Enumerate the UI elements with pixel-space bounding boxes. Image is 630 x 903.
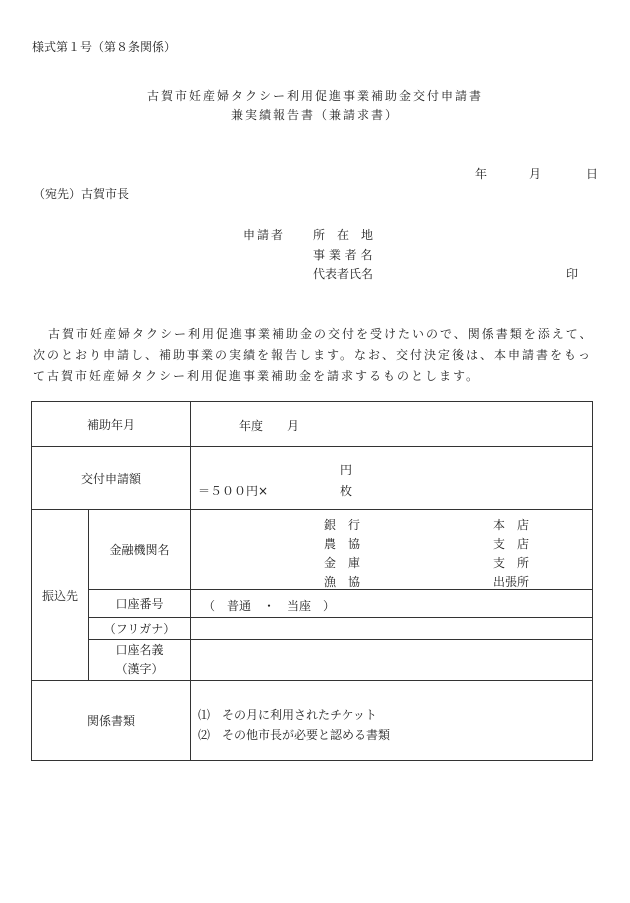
form-number: 様式第１号（第８条関係） (32, 40, 177, 54)
body-line-1: 古賀市妊産婦タクシー利用促進事業補助金の交付を受けたいので、関係書類を添えて、 (48, 327, 594, 341)
subsidy-month-row (32, 402, 593, 447)
furigana-label: （フリガナ） (89, 618, 191, 640)
amount-formula: ＝５００円× (198, 484, 269, 498)
transfer-destination-label: 振込先 (32, 510, 89, 681)
bank-type-fishery: 漁 協 (324, 575, 361, 589)
account-number-row (32, 590, 593, 618)
date-month-label: 月 (529, 167, 542, 181)
subsidy-month-label: 補助年月 (32, 402, 191, 447)
amount-sheets-unit: 枚 (340, 484, 353, 498)
representative-name-label: 代表者氏名 (313, 267, 374, 281)
documents-label: 関係書類 (32, 681, 191, 761)
bank-name-label: 金融機関名 (89, 510, 191, 590)
account-name-label-line1: 口座名義 (115, 643, 164, 657)
amount-field[interactable] (191, 447, 593, 510)
bank-name-field[interactable] (191, 510, 593, 590)
subsidy-month-field[interactable] (191, 402, 593, 447)
account-name-field[interactable] (191, 640, 593, 681)
furigana-row (32, 618, 593, 640)
seal-mark: 印 (566, 267, 579, 281)
account-name-label-line2: （漢字） (115, 662, 164, 676)
applicant-label: 申請者 (243, 228, 286, 242)
document-item-1: ⑴ その月に利用されたチケット (198, 708, 377, 722)
account-number-field[interactable] (191, 590, 593, 618)
amount-label: 交付申請額 (32, 447, 191, 510)
page-title: 古賀市妊産婦タクシー利用促進事業補助金交付申請書 (146, 89, 483, 103)
branch-type-office: 支 所 (493, 556, 530, 570)
documents-field (191, 681, 593, 761)
bank-row (32, 510, 593, 590)
bank-type-bank: 銀 行 (324, 518, 361, 532)
account-name-label (89, 640, 191, 681)
subsidy-month-value: 年度 月 (239, 419, 300, 433)
amount-unit: 円 (340, 463, 353, 477)
furigana-field[interactable] (191, 618, 593, 640)
account-number-label: 口座番号 (89, 590, 191, 618)
bank-type-credit: 金 庫 (324, 556, 361, 570)
account-name-row (32, 640, 593, 681)
body-line-2: 次のとおり申請し、補助事業の実績を報告します。なお、交付決定後は、本申請書をもっ (33, 348, 593, 362)
document-item-2: ⑵ その他市長が必要と認める書類 (198, 728, 391, 742)
branch-type-sub-office: 出張所 (493, 575, 530, 589)
page-subtitle: 兼実績報告書（兼請求書） (230, 108, 399, 122)
addressee: （宛先）古賀市長 (33, 187, 130, 201)
date-day-label: 日 (586, 167, 599, 181)
date-year-label: 年 (475, 167, 488, 181)
bank-type-agricultural: 農 協 (324, 537, 361, 551)
body-line-3: て古賀市妊産婦タクシー利用促進事業補助金を請求するものとします。 (33, 369, 481, 383)
branch-type-branch: 支 店 (493, 537, 530, 551)
documents-row (32, 681, 593, 761)
amount-row (32, 447, 593, 510)
application-table (31, 401, 593, 761)
account-type-options: （ 普通 ・ 当座 ） (203, 599, 336, 613)
address-label: 所 在 地 (313, 228, 374, 242)
branch-type-main: 本 店 (493, 518, 530, 532)
business-name-label: 事 業 者 名 (313, 248, 373, 262)
